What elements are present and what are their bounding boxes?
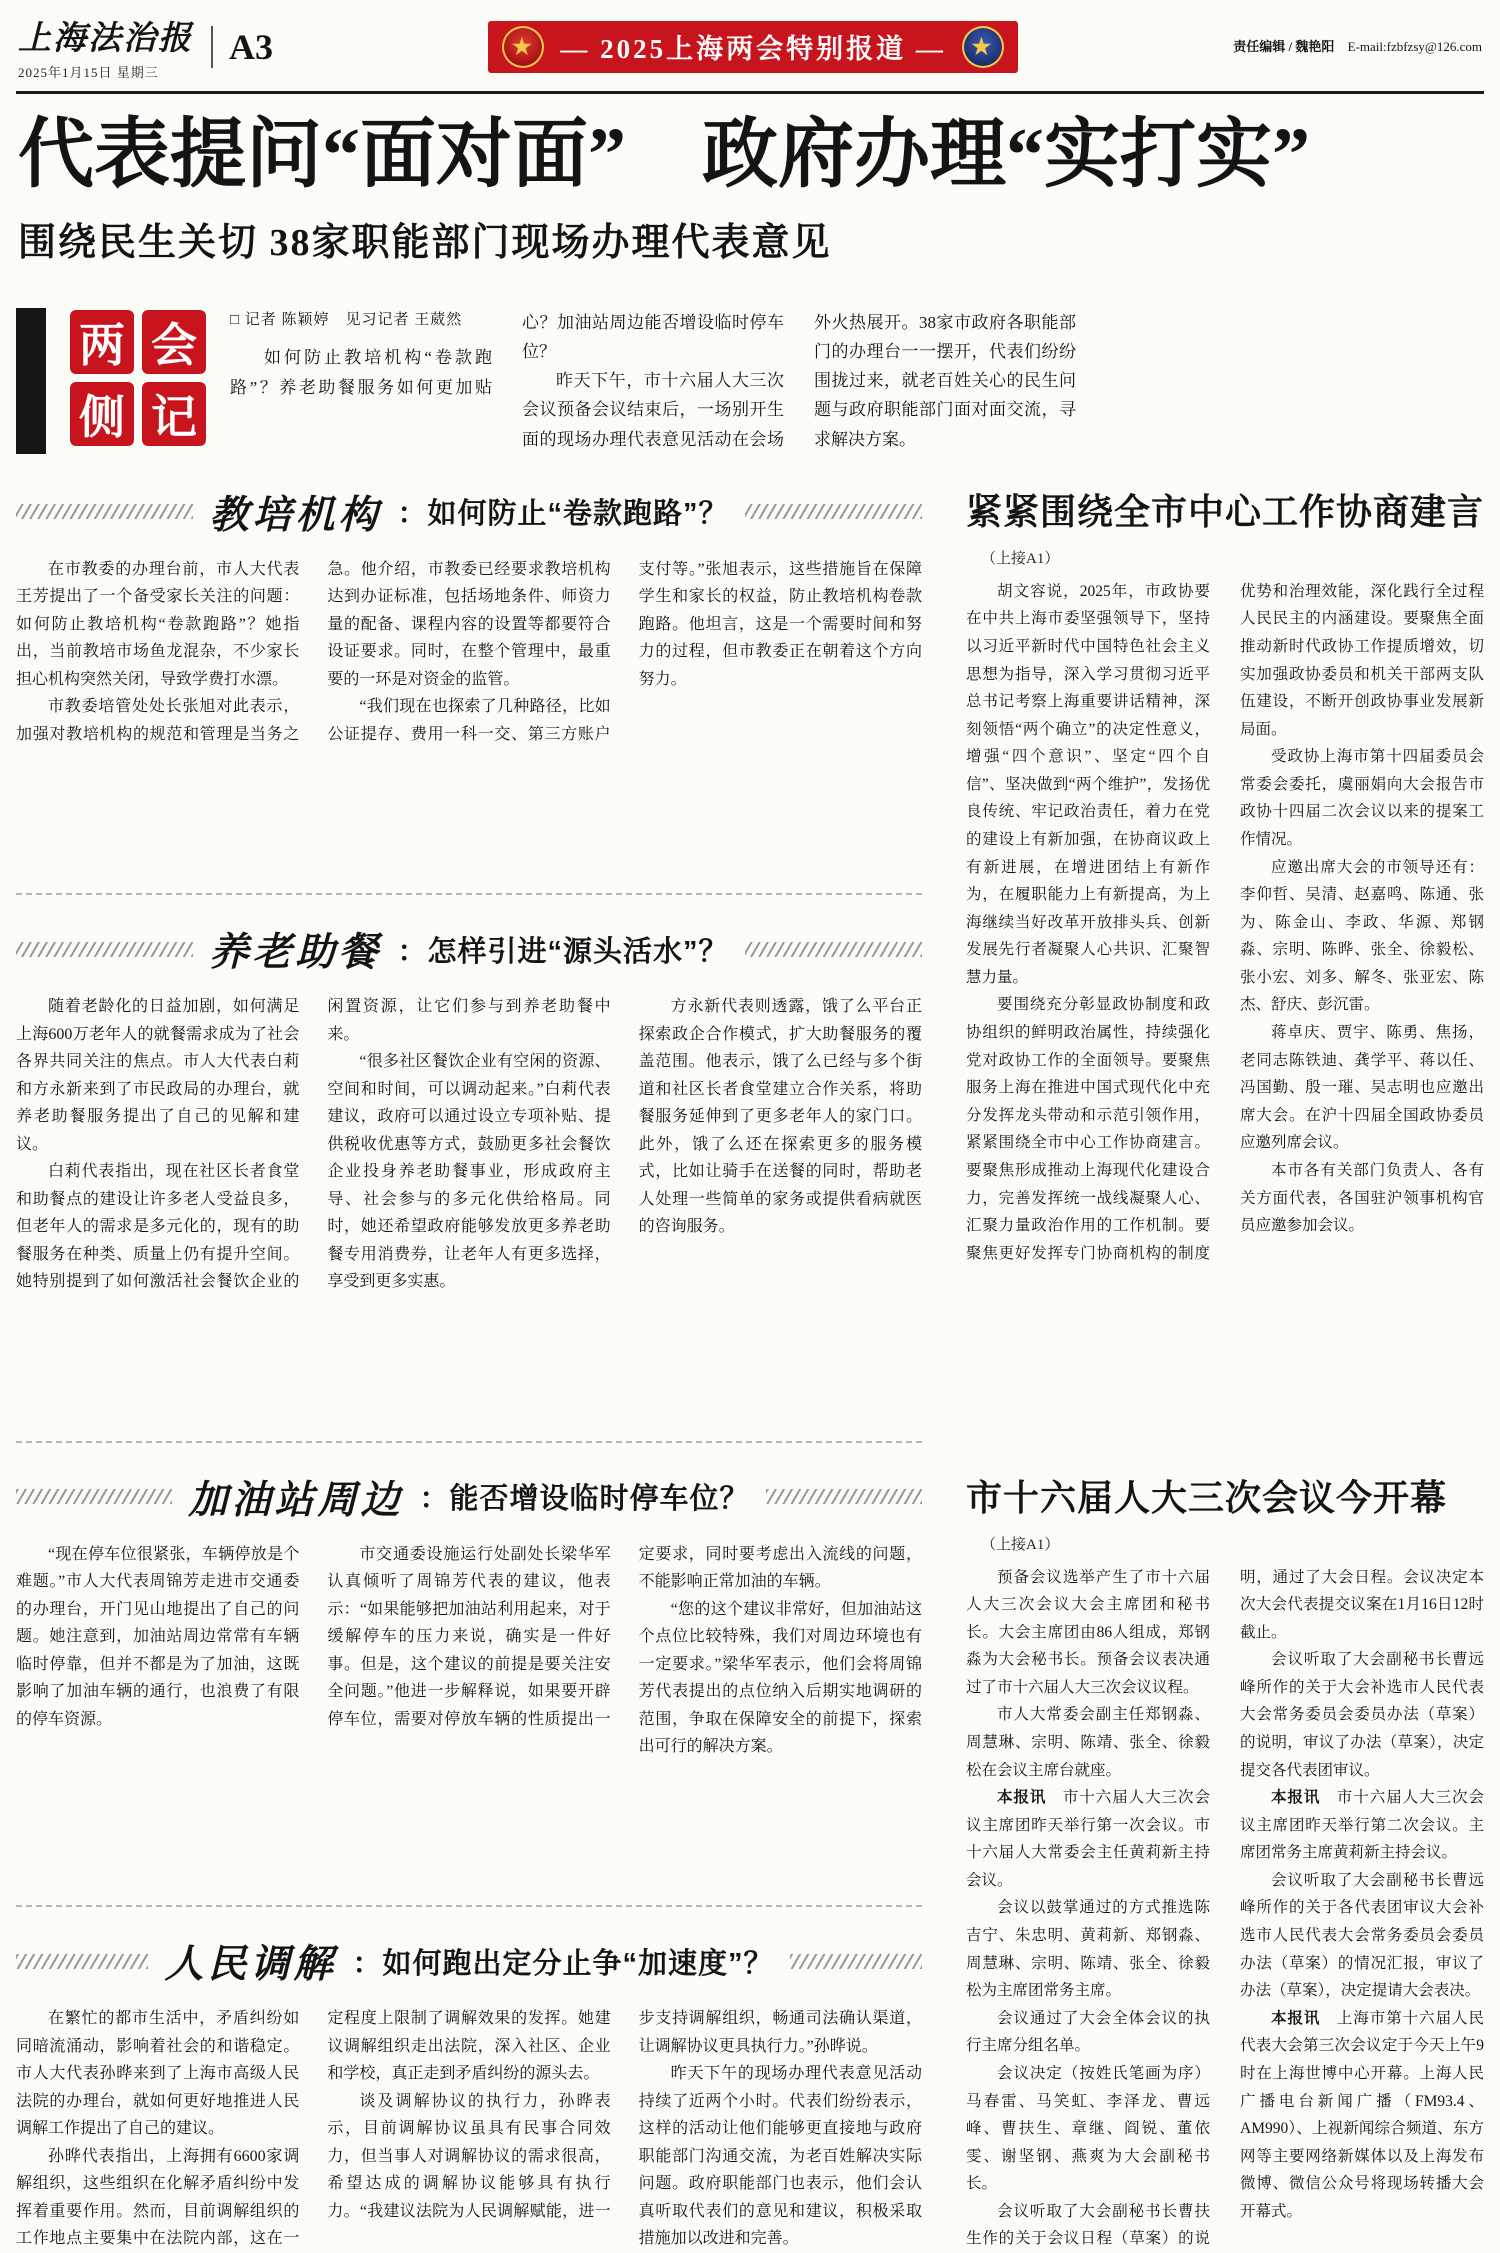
paragraph: 受政协上海市第十四届委员会常委会委托，虞丽娟向大会报告市政协十四届二次会议以来的提案工作情况。: [1240, 748, 1484, 848]
hatch-line: [16, 1489, 172, 1504]
paragraph: 随着老龄化的日益加剧，如何满足上海600万老年人的就餐需求成为了社会各界共同关注的焦点。市人大代表白莉和方永新来到了市民政局的办理台，就养老助餐服务提出了自己的见解和建议。: [16, 998, 300, 1153]
column-label-lianghui-ceji: [70, 310, 206, 446]
paragraph: 会议听取了大会副秘书长曹远峰所作的关于大会补选市人民代表大会常务委员会委员办法（草案）的说明，审议了办法（草案），决定提交各代表团审议。: [1240, 1651, 1484, 1779]
section-headline: [16, 1469, 922, 1525]
paragraph: 市人大常委会副主任郑钢淼、周慧琳、宗明、陈靖、张全、徐毅松在会议主席台就座。: [966, 1706, 1210, 1779]
section-jiaopei-jigou: [16, 484, 922, 749]
banner-wrap: [291, 21, 1215, 73]
article-body: [966, 1564, 1484, 2253]
hatch-line: [790, 1954, 922, 1969]
article-title: 紧紧围绕全市中心工作协商建言: [966, 491, 1484, 532]
editor-email: E-mail:fzbfzsy@126.com: [1347, 38, 1482, 54]
paragraph: 市交通委设施运行处副处长梁华军认真倾听了周锦芳代表的建议，他表示：“如果能够把加油站利用起来，对于缓解停车的压力来说，确实是一件好事。但是，这个建议的前提是要关注安全问题。”他进一步解释说，如果要开辟停车位，需要对停放车辆的性质提出一定要求，同时要考虑出入流线的问题，不能影响正常加油的车辆。: [327, 1545, 922, 1728]
paragraph: 会议通过了大会全体会议的执行主席分组名单。: [966, 2009, 1210, 2055]
paragraph: 要围绕充分彰显政协制度和政协组织的鲜明政治属性，持续强化党对政协工作的全面领导。要聚焦服务上海在推进中国式现代化中充分发挥龙头带动和示范引领作用，紧紧围绕全市中心工作协商建言。要聚焦形成推动上海现代化建设合力，完善发挥统一战线凝聚人心、汇聚力量政治作用的工作机制。要聚焦更好发挥专门协商机构的制度优势和治理效能，深化践行全过程人民民主的内涵建设。要聚焦全面推动新时代政协工作提质增效，切实加强政协委员和机关干部两支队伍建设，不断开创政协事业发展新局面。: [966, 582, 1484, 1262]
section-headline: [16, 921, 922, 977]
paragraph: 会议听取了大会副秘书长曹扶生作的关于会议日程（草案）的说明，通过了大会日程。会议决定本次大会代表提交议案在1月16日12时截止。: [966, 1568, 1484, 2248]
section-headline: [16, 484, 922, 540]
paragraph: 本市各有关部门负责人、各有关方面代表，各国驻沪领事机构官员应邀参加会议。: [1240, 1161, 1484, 1235]
paragraph: 本报讯 上海市第十六届人民代表大会第三次会议定于今天上午9时在上海世博中心开幕。上海人民广播电台新闻广播（FM93.4、AM990）、上视新闻综合频道、东方网等主要网络新媒体以及上海发布微博、微信公众号将现场转播大会开幕式。: [1240, 2009, 1484, 2220]
main-headline: 代表提问“面对面” 政府办理“实打实”: [18, 113, 1310, 197]
banner-text: — 2025上海两会特别报道 —: [560, 34, 946, 64]
editor-info: [1233, 37, 1482, 57]
section-body: [16, 2005, 922, 2253]
paragraph: 本报讯 市十六届人大三次会议主席团昨天举行第一次会议。市十六届人大常委会主任黄莉新主持会议。: [966, 1789, 1210, 1889]
section-title-rest: ：如何跑出定分止争“加速度”？: [352, 1947, 774, 1980]
section-headline: [16, 1933, 922, 1989]
left-column: [16, 484, 922, 2253]
sub-headline: 围绕民生关切 38家职能部门现场办理代表意见: [18, 221, 832, 264]
headline-block: [16, 94, 1484, 272]
paragraph: 孙晔代表指出，上海拥有6600家调解组织，这些组织在化解矛盾纠纷中发挥着重要作用。然而，目前调解组织的工作地点主要集中在法院内部，这在一定程度上限制了调解效果的发挥。她建议调解组织走出法院，深入社区、企业和学校，真正走到矛盾纠纷的源头去。: [16, 2010, 611, 2248]
hatch-line: [745, 504, 922, 519]
hatch-line: [766, 1489, 922, 1504]
section-body: [16, 1541, 922, 1761]
label-char: 侧: [70, 382, 134, 446]
paragraph: 蒋卓庆、贾宇、陈勇、焦扬，老同志陈铁迪、龚学平、蒋以任、冯国勤、殷一璀、吴志明也应邀出席大会。在沪十四届全国政协委员应邀列席会议。: [1240, 1024, 1484, 1152]
paragraph: 应邀出席大会的市领导还有：李仰哲、吴清、赵嘉鸣、陈通、张为、陈金山、李政、华源、郑钢淼、宗明、陈晔、张全、徐毅松、张小宏、刘多、解冬、张亚宏、陈杰、舒庆、彭沉雷。: [1240, 858, 1484, 1014]
section-title-rest: ：如何防止“卷款跑路”？: [397, 498, 729, 531]
right-column: [966, 484, 1484, 2253]
intro-black-bar: [16, 308, 46, 454]
paragraph: 如何防止教培机构“卷款跑路”？养老助餐服务如何更加贴心？加油站周边能否增设临时停车位？: [230, 312, 784, 397]
section-body: [16, 993, 922, 1296]
star-glyph: ★: [971, 33, 995, 59]
section-title-script: 教培机构: [209, 493, 382, 537]
paragraph: 谈及调解协议的执行力，孙晔表示，目前调解协议虽具有民事合同效力，但当事人对调解协议的需求很高，希望达成的调解协议能够具有执行力。“我建议法院为人民调解赋能，进一步支持调解组织，畅通司法确认渠道，让调解协议更具执行力。”孙晔说。: [327, 2010, 922, 2220]
star-glyph: ★: [512, 33, 535, 59]
article-body: [966, 578, 1484, 1267]
paragraph: 会议听取了大会副秘书长曹远峰所作的关于各代表团审议大会补选市人民代表大会常务委员会委员办法（草案）的情况汇报，审议了办法（草案），决定提请大会表决。: [1240, 1871, 1484, 2000]
paragraph: “很多社区餐饮企业有空闲的资源、空间和时间，可以调动起来。”白莉代表建议，政府可以通过设立专项补贴、提供税收优惠等方式，鼓励更多社会餐饮企业投身养老助餐事业，形成政府主导、社会参与的多元化供给格局。同时，她还希望政府能够发放更多养老助餐专用消费券，让老年人有更多选择，享受到更多实惠。: [327, 1053, 611, 1291]
paragraph: 在市教委的办理台前，市人大代表王芳提出了一个备受家长关注的问题：如何防止教培机构“卷款跑路”？她指出，当前教培市场鱼龙混杂，不少家长担心机构突然关闭，导致学费打水漂。: [16, 560, 300, 688]
hatch-line: [16, 504, 193, 519]
masthead-group: [18, 12, 193, 81]
section-title-rest: ：能否增设临时停车位？: [419, 1483, 750, 1516]
section-renmin-tiaojie: [16, 1905, 922, 2253]
paragraph: 昨天下午的现场办理代表意见活动持续了近两个小时。代表们纷纷表示，这样的活动让他们能够更直接地与政府职能部门沟通交流，为老百姓解决实际问题。政府职能部门也表示，他们会认真听取代表们的意见和建议，积极采取措施加以改进和完善。: [638, 2065, 922, 2248]
paragraph: 市教委培管处处长张旭对此表示，加强对教培机构的规范和管理是当务之急。他介绍，市教委已经要求教培机构达到办证标准，包括场地条件、师资力量的配备、课程内容的设置等都要符合设证要求。同时，在整个管理中，最重要的一环是对资金的监管。: [16, 560, 611, 743]
article-cppcc-consultation: [966, 484, 1484, 1267]
article-npc-session-opens: [966, 1470, 1484, 2253]
paragraph: 昨天下午，市十六届人大三次会议预备会议结束后，一场别开生面的现场办理代表意见活动在会场外火热展开。38家市政府各职能部门的办理台一一摆开，代表们纷纷围拢过来，就老百姓关心的民生问题与政府职能部门面对面交流，寻求解决方案。: [522, 312, 1076, 449]
page-number: A3: [211, 26, 273, 68]
masthead-title: 上海法治报: [18, 21, 193, 57]
hatch-line: [745, 942, 922, 957]
intro-strip: [16, 308, 1484, 454]
paragraph: “现在停车位很紧张，车辆停放是个难题。”市人大代表周锦芳走进市交通委的办理台，开门见山地提出了自己的问题。她注意到，加油站周边常常有车辆临时停靠，但并不都是为了加油，这既影响了加油车辆的通行，也浪费了有限的停车资源。: [16, 1545, 300, 1728]
article-title: 市十六届人大三次会议今开幕: [966, 1477, 1448, 1518]
content-area: [16, 458, 1484, 2253]
page-header: [16, 10, 1484, 94]
paragraph: 会议以鼓掌通过的方式推选陈吉宁、朱忠明、黄莉新、郑钢淼、周慧琳、宗明、陈靖、张全、徐毅松为主席团常务主席。: [966, 1899, 1210, 2000]
jump-from-a1: （上接A1）: [981, 1536, 1060, 1553]
session-emblem-icon: [962, 26, 1004, 68]
intro-text: [230, 308, 1076, 454]
special-report-banner: [488, 21, 1018, 73]
section-title-script: 人民调解: [164, 1943, 337, 1987]
label-char: 两: [70, 310, 134, 374]
paragraph: 胡文容说，2025年，市政协要在中共上海市委坚强领导下，坚持以习近平新时代中国特色社会主义思想为指导，深入学习贯彻习近平总书记考察上海重要讲话精神，深刻领悟“两个确立”的决定性意义，增强“四个意识”、坚定“四个自信”、坚决做到“两个维护”，发扬优良传统、牢记政治责任，着力在党的建设上有新加强，在协商议政上有新进展，在增进团结上有新作为，在履职能力上有新提高，为上海继续当好改革开放排头兵、创新发展先行者凝聚人心共识、汇聚智慧力量。: [966, 582, 1210, 986]
paragraph: 在繁忙的都市生活中，矛盾纠纷如同暗流涌动，影响着社会的和谐稳定。市人大代表孙晔来到了上海市高级人民法院的办理台，就如何更好地推进人民调解工作提出了自己的建议。: [16, 2010, 300, 2138]
section-body: [16, 556, 922, 749]
label-char: 记: [142, 382, 206, 446]
byline: □ 记者 陈颖婷 见习记者 王葳然: [230, 311, 463, 328]
paragraph: 白莉代表指出，现在社区长者食堂和助餐点的建设让许多老人受益良多，但老年人的需求是多元化的，现有的助餐服务在种类、质量上仍有提升空间。她特别提到了如何激活社会餐饮企业的闲置资源，让它们参与到养老助餐中来。: [16, 998, 611, 1291]
section-jiayouzhan-zhoubian: [16, 1441, 922, 1761]
section-title-script: 加油站周边: [188, 1478, 404, 1522]
section-title-rest: ：怎样引进“源头活水”？: [397, 935, 729, 968]
paragraph: 本报讯 市十六届人大三次会议主席团昨天举行第二次会议。主席团常务主席黄莉新主持会议。: [1240, 1789, 1484, 1862]
hatch-line: [16, 1954, 148, 1969]
paragraph: “我们现在也探索了几种路径，比如公证提存、费用一科一交、第三方账户支付等。”张旭表示，这些措施旨在保障学生和家长的权益，防止教培机构卷款跑路。他坦言，这是一个需要时间和努力的过程，但市教委正在朝着这个方向努力。: [327, 560, 922, 743]
issue-date: 2025年1月15日 星期三: [18, 65, 159, 80]
label-char: 会: [142, 310, 206, 374]
section-yanglao-zhucan: [16, 893, 922, 1296]
national-emblem-icon: [502, 26, 544, 68]
hatch-line: [16, 942, 193, 957]
editor-name: 责任编辑 / 魏艳阳: [1233, 38, 1335, 54]
jump-from-a1: （上接A1）: [981, 550, 1060, 567]
paragraph: 会议决定（按姓氏笔画为序）马春雷、马笑虹、李泽龙、曹远峰、曹扶生、章继、阎锐、董依雯、谢坚钢、燕爽为大会副秘书长。: [966, 2064, 1210, 2193]
paragraph: 方永新代表则透露，饿了么平台正探索政企合作模式，扩大助餐服务的覆盖范围。他表示，饿了么已经与多个街道和社区长者食堂建立合作关系，将助餐服务延伸到了更多老年人的家门口。此外，饿了么还在探索更多的服务模式，比如让骑手在送餐的同时，帮助老人处理一些简单的家务或提供看病就医的咨询服务。: [638, 998, 922, 1236]
paragraph: 预备会议选举产生了市十六届人大三次会议大会主席团和秘书长。大会主席团由86人组成，郑钢淼为大会秘书长。预备会议表决通过了市十六届人大三次会议议程。: [966, 1568, 1210, 1696]
paragraph: “您的这个建议非常好，但加油站这个点位比较特殊，我们对周边环境也有一定要求。”梁华军表示，他们会将周锦芳代表提出的点位纳入后期实地调研的范围，争取在保障安全的前提下，探索出可行的解决方案。: [638, 1600, 922, 1756]
section-title-script: 养老助餐: [209, 931, 382, 975]
